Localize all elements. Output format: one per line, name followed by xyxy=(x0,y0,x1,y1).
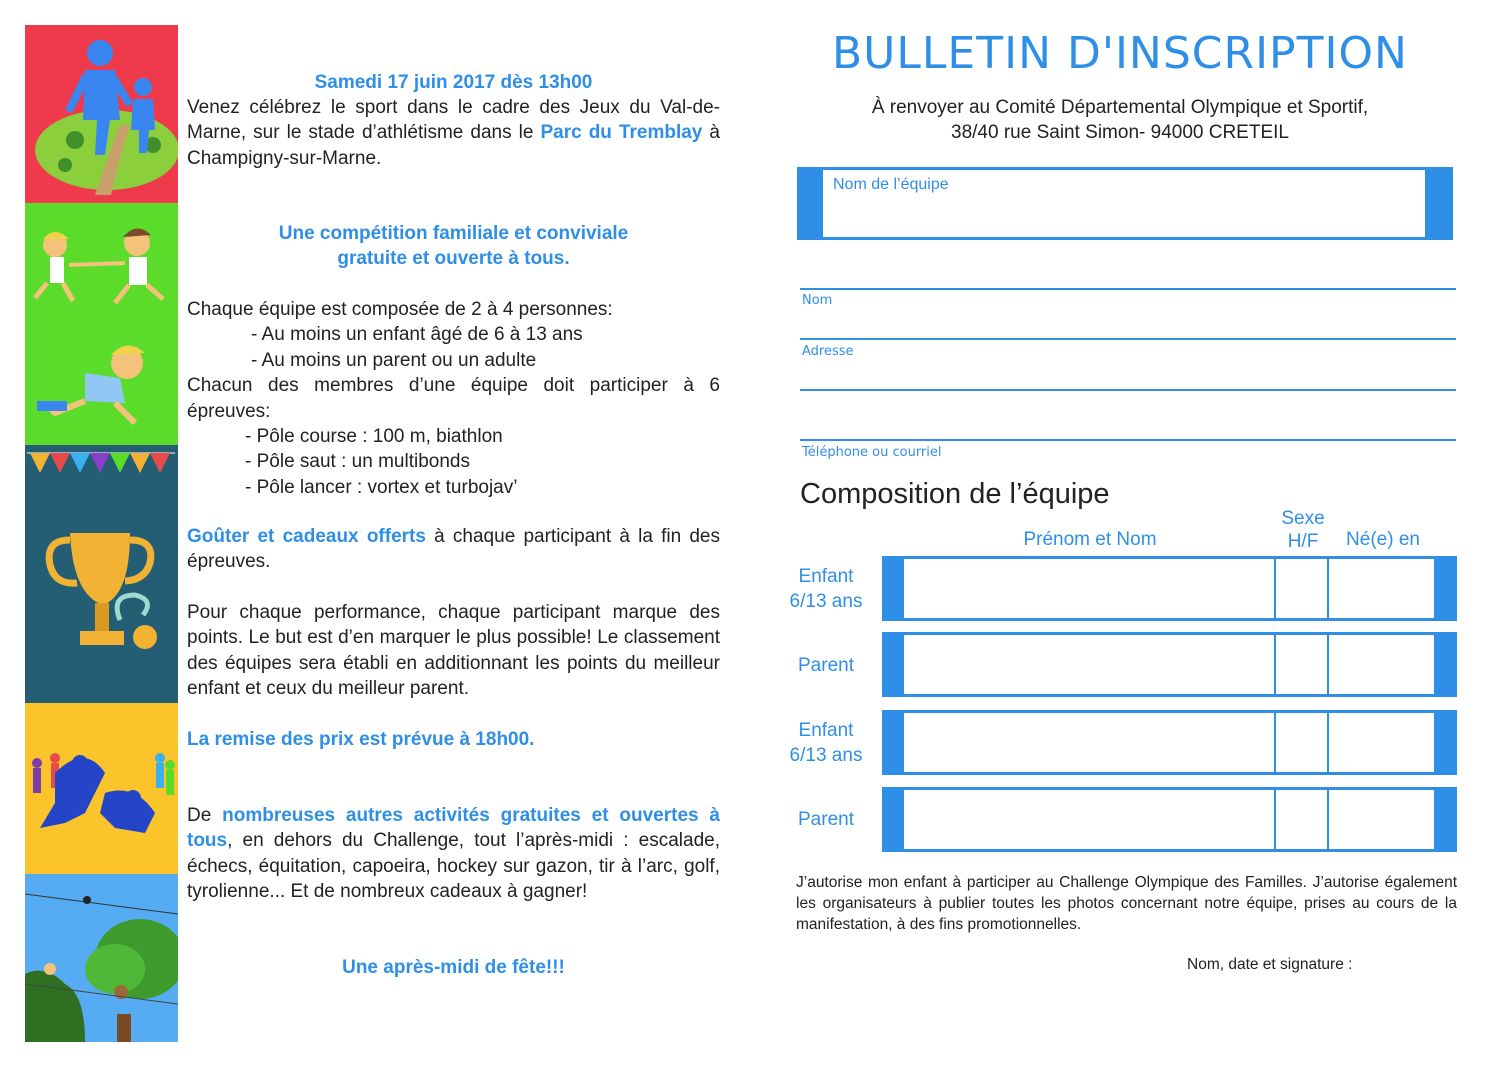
scoring-paragraph: Pour chaque performance, chaque participant marque des points. Le but est d’en marquer le plus possible! Le classement des équipes sera établi en additionnant les points du meilleur enfant et ceux du meilleur parent. xyxy=(187,602,720,700)
closing-line: Une après-midi de fête!!! xyxy=(342,957,565,978)
team-item: - Au moins un enfant âgé de 6 à 13 ans xyxy=(251,324,583,346)
illustration-trophy xyxy=(25,445,178,703)
member-row-inputs[interactable] xyxy=(904,713,1434,772)
row-label-parent-1 xyxy=(770,653,882,678)
column-separator xyxy=(1327,713,1329,772)
row-label-line: Parent xyxy=(798,655,854,676)
activities-text-a: De xyxy=(187,805,223,826)
event-date: Samedi 17 juin 2017 dès 13h00 xyxy=(314,72,593,93)
col-header-sex-line-1: Sexe xyxy=(1281,508,1325,529)
member-row-inputs[interactable] xyxy=(904,790,1434,849)
col-header-sex xyxy=(1270,507,1336,553)
adresse-label: Adresse xyxy=(802,344,854,359)
team-item: - Au moins un parent ou un adulte xyxy=(251,349,537,371)
return-address xyxy=(800,95,1440,145)
intro-text-a: Venez célébrez le sport dans le cadre des Jeux du Val-de-Marne, sur le stade d’athlétisme dans le xyxy=(187,97,720,144)
row-label-line: Parent xyxy=(798,809,854,830)
consent-text: J’autorise mon enfant à participer au Challenge Olympique des Familles. J’autorise également les organisateurs à publier toutes les photos concernant notre équipe, prises au cours de la manifestation, à des fins promotionnelles. xyxy=(796,874,1457,933)
col-header-name: Prénom et Nom xyxy=(1023,529,1157,550)
column-separator xyxy=(1274,790,1276,849)
team-name-label: Nom de l’équipe xyxy=(833,176,949,193)
return-address-line-2: 38/40 rue Saint Simon- 94000 CRETEIL xyxy=(951,122,1289,143)
column-separator xyxy=(1274,713,1276,772)
prize-ceremony: La remise des prix est prévue à 18h00. xyxy=(187,729,535,750)
events-intro: Chacun des membres d’une équipe doit participer à 6 épreuves: xyxy=(187,375,720,422)
name-line[interactable] xyxy=(800,288,1456,290)
event-item: - Pôle lancer : vortex et turbojav’ xyxy=(245,476,518,498)
illustration-capoeira xyxy=(25,703,178,874)
form-title: BULLETIN D'INSCRIPTION xyxy=(832,28,1408,79)
headline-line-1: Une compétition familiale et conviviale xyxy=(278,223,629,244)
row-label-line: Enfant xyxy=(798,720,854,741)
intro-text-b: à Champigny-sur-Marne. xyxy=(187,122,720,169)
row-label-parent-2 xyxy=(770,807,882,832)
snack-paragraph xyxy=(187,524,720,575)
adresse-input-line-2[interactable] xyxy=(800,439,1456,441)
col-header-born: Né(e) en xyxy=(1346,529,1420,550)
member-row-inputs[interactable] xyxy=(904,635,1434,694)
column-separator xyxy=(1327,790,1329,849)
team-name-input[interactable] xyxy=(823,170,1425,237)
activities-paragraph xyxy=(187,803,720,905)
event-item: - Pôle saut : un multibonds xyxy=(245,451,470,473)
col-header-sex-line-2: H/F xyxy=(1287,531,1319,552)
member-row-child-1 xyxy=(882,556,1457,621)
member-row-child-2 xyxy=(882,710,1457,775)
adresse-input-line[interactable] xyxy=(800,389,1456,391)
column-separator xyxy=(1327,635,1329,694)
snack-highlight: Goûter et cadeaux offerts xyxy=(187,526,426,547)
illustration-relay-runners xyxy=(25,203,178,323)
team-name-field[interactable] xyxy=(797,167,1453,240)
return-address-line-1: À renvoyer au Comité Départemental Olympique et Sportif, xyxy=(871,97,1369,118)
signature-label: Nom, date et signature : xyxy=(1187,956,1353,973)
activities-highlight: nombreuses autres activités gratuites et ouvertes à tous xyxy=(187,805,720,852)
nom-input-line[interactable] xyxy=(800,338,1456,340)
intro-place: Parc du Tremblay xyxy=(540,122,703,144)
activities-text-b: , en dehors du Challenge, tout l’après-midi : escalade, échecs, équitation, capoeira, hockey sur gazon, tir à l’arc, golf, tyrolienne... Et de nombreux cadeaux à gagner! xyxy=(187,830,720,903)
row-label-line: Enfant xyxy=(798,566,854,587)
event-item: - Pôle course : 100 m, biathlon xyxy=(245,426,503,448)
column-separator xyxy=(1274,635,1276,694)
illustration-zipline-tree xyxy=(25,874,178,1042)
column-separator xyxy=(1274,559,1276,618)
member-row-inputs[interactable] xyxy=(904,559,1434,618)
rules-block xyxy=(187,297,720,500)
row-label-child-2 xyxy=(770,718,882,768)
row-label-child-1 xyxy=(770,564,882,614)
team-intro: Chaque équipe est composée de 2 à 4 personnes: xyxy=(187,299,613,320)
nom-label: Nom xyxy=(802,293,833,308)
snack-text: à chaque participant à la fin des épreuves. xyxy=(187,526,720,573)
row-label-line: 6/13 ans xyxy=(789,591,863,612)
member-row-parent-2 xyxy=(882,787,1457,852)
composition-title: Composition de l’équipe xyxy=(800,478,1110,510)
headline xyxy=(187,221,720,272)
illustration-park-walk xyxy=(25,25,178,203)
column-separator xyxy=(1327,559,1329,618)
illustration-starting-block xyxy=(25,323,178,445)
headline-line-2: gratuite et ouverte à tous. xyxy=(337,248,570,270)
contact-label: Téléphone ou courriel xyxy=(802,445,942,460)
member-row-parent-1 xyxy=(882,632,1457,697)
row-label-line: 6/13 ans xyxy=(789,745,863,766)
intro-paragraph xyxy=(187,95,720,171)
